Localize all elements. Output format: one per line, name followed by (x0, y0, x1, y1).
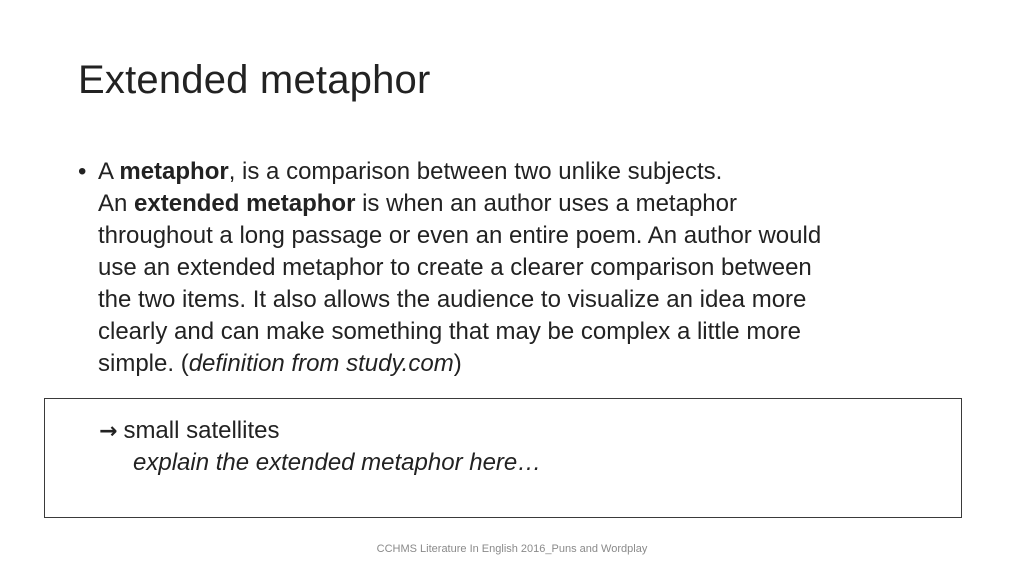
bullet-icon: • (78, 158, 87, 185)
body-line-4: use an extended metaphor to create a clearer comparison between (98, 254, 812, 281)
body-text-span: An (98, 190, 135, 217)
body-text-span: ) (453, 350, 462, 377)
arrow-right-icon: → (99, 419, 118, 444)
body-line-1 (98, 156, 948, 188)
source-citation: definition from study.com (188, 350, 454, 377)
slide-title: Extended metaphor (78, 58, 431, 102)
term-metaphor: metaphor (119, 158, 229, 185)
body-text-span: is when an author uses a metaphor (355, 190, 737, 217)
topic-line (99, 415, 279, 448)
body-line-6: clearly and can make something that may be complex a little more (98, 318, 801, 345)
body-text-span: simple. ( (98, 350, 189, 377)
answer-box[interactable] (44, 398, 962, 518)
body-line-7 (98, 348, 948, 380)
topic-text: small satellites (123, 417, 280, 444)
slide-footer: CCHMS Literature In English 2016_Puns and Wordplay (376, 543, 648, 555)
body-text-span: , is a comparison between two unlike subjects. (228, 158, 723, 185)
body-line-3: throughout a long passage or even an entire poem. An author would (98, 222, 822, 249)
answer-prompt: explain the extended metaphor here… (133, 449, 542, 476)
term-extended-metaphor: extended metaphor (134, 190, 356, 217)
body-line-5: the two items. It also allows the audience to visualize an idea more (98, 286, 807, 313)
bullet-text (98, 156, 948, 380)
body-text-span: A (98, 158, 120, 185)
body-line-2 (98, 188, 948, 220)
